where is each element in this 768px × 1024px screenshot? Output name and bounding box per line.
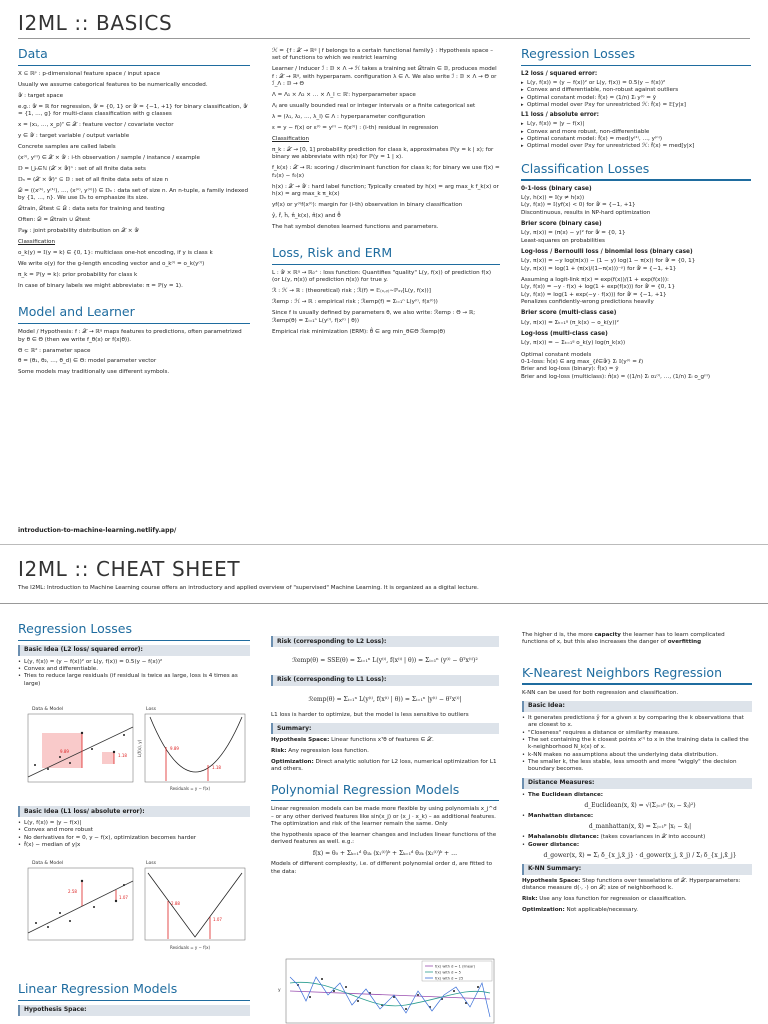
distance-list bbox=[522, 792, 752, 860]
learner-section-body bbox=[272, 48, 500, 231]
l1-basic-idea-list bbox=[18, 820, 250, 850]
loss-heading-rule bbox=[272, 264, 500, 265]
cls-line-6-2: Brier and log-loss (binary): f̂(x) = ȳ bbox=[521, 366, 619, 373]
lin-summary-title: Summary: bbox=[271, 723, 499, 734]
linear-regression-heading: Linear Regression Models bbox=[18, 981, 178, 996]
l1-item-0: ▸ L(y, f(x)) = |y − f(x)| bbox=[521, 121, 751, 128]
bottom-col-1 bbox=[18, 621, 250, 691]
l2-item-3: ▸ Optimal model over ℙxy for unrestricted ℋ: f̂(x) = 𝔼[y|x] bbox=[521, 102, 751, 109]
loss-section-body bbox=[272, 270, 500, 336]
learner-para-10: yf(x) or y⁽ⁱ⁾f(x⁽ⁱ⁾): margin for (i-th) observation in binary classification bbox=[272, 201, 463, 208]
l1-data-model-title: Data & Model bbox=[32, 861, 64, 866]
l1-list bbox=[521, 121, 751, 151]
learner-para-2: Λ = Λ₁ × Λ₂ × … × Λ_l ⊂ ℝˡ: hyperparameter space bbox=[272, 92, 416, 99]
lin-summary-label-0: Hypothesis Space: bbox=[271, 736, 330, 743]
capacity-text-2: the learner has to learn complicated functions of x, but this also increases the danger of bbox=[522, 632, 725, 646]
l1-plots bbox=[20, 861, 250, 953]
learner-para-8: f_k(x) : 𝒳 → ℝ: scoring / discriminant function for class k; for binary we use f(x) = f₁(x) − f₀(x) bbox=[272, 165, 500, 179]
l1-right-frame bbox=[145, 868, 245, 940]
knn-basic-item-1: • "Closeness" requires a distance or similarity measure. bbox=[522, 730, 752, 737]
knn-basic-item-3: • k-NN makes no assumptions about the underlying data distribution. bbox=[522, 752, 752, 759]
l1-basic-item-0: • L(y, f(x)) = |y − f(x)| bbox=[18, 820, 250, 827]
knn-summary-0 bbox=[522, 878, 752, 893]
data-para-14: Classification bbox=[18, 239, 56, 246]
data-para-2: 𝒴 : target space bbox=[18, 92, 64, 99]
l1-right-label-1: 2.88 bbox=[171, 901, 180, 906]
top-col-2 bbox=[272, 48, 500, 340]
risk-l2-formula: ℛemp(θ) = SSE(θ) = Σᵢ₌₁ⁿ L(y⁽ⁱ⁾, f(x⁽ⁱ⁾ | θ)) = Σᵢ₌₁ⁿ (y⁽ⁱ⁾ − θᵀx⁽ⁱ⁾)² bbox=[292, 656, 478, 664]
manhattan-formula: d_manhattan(x, x̃) = Σⱼ₌₁ᵖ |xⱼ − x̃ⱼ| bbox=[588, 823, 692, 831]
l1-loss-xlabel: Residuals = y − f(x) bbox=[170, 945, 211, 950]
data-para-18: In case of binary labels we might abbreviate: π = ℙ(y = 1). bbox=[18, 282, 183, 289]
top-col-1 bbox=[18, 46, 250, 380]
learner-para-11: ŷ, f̂, ĥ, π̂_k(x), π̂(x) and θ̂ bbox=[272, 212, 341, 219]
polynomial-heading: Polynomial Regression Models bbox=[271, 781, 460, 797]
gower-label: Gower distance: bbox=[528, 841, 580, 848]
data-para-6: Concrete samples are called labels bbox=[18, 143, 116, 150]
knn-summary-title: K-NN Summary: bbox=[522, 864, 752, 875]
cls-block-title-0: 0-1-loss (binary case) bbox=[521, 185, 592, 192]
l2-basic-item-0: • L(y, f(x)) = (y − f(x))² or L(y, f(x)) = 0.5(y − f(x))² bbox=[18, 659, 250, 666]
model-para-1: Θ ⊂ ℝᵈ : parameter space bbox=[18, 347, 91, 354]
l1-right-label-2: 1.07 bbox=[213, 917, 222, 922]
knn-summary-body bbox=[522, 878, 752, 915]
cls-line-6-3: Brier and log-loss (multiclass): π̂(x) = ((1/n) Σᵢ o₁⁽ⁱ⁾, …, (1/n) Σᵢ o_g⁽ⁱ⁾) bbox=[521, 373, 711, 380]
top-title-rule bbox=[18, 38, 750, 39]
l1-title: L1 loss / absolute error: bbox=[521, 112, 599, 119]
cls-block-6 bbox=[521, 352, 751, 382]
l1-basic-idea-title: Basic Idea (L1 loss/ absolute error): bbox=[18, 806, 250, 817]
l1-plot-svg bbox=[20, 861, 250, 953]
l2-title: L2 loss / squared error: bbox=[521, 70, 598, 77]
knn-summary-label-2: Optimization: bbox=[522, 907, 565, 914]
learner-para-12: The hat symbol denotes learned functions and parameters. bbox=[272, 223, 439, 230]
course-link[interactable]: introduction-to-machine-learning.netlify.app/ bbox=[18, 527, 177, 534]
data-section-body bbox=[18, 71, 250, 291]
l2-basic-idea-list bbox=[18, 659, 250, 689]
b-regression-losses-rule bbox=[18, 640, 250, 641]
cls-block-title-4: Brier score (multi-class case) bbox=[521, 310, 617, 317]
legend-label-d1: f(x) with d = 1 (linear) bbox=[435, 964, 476, 969]
cls-block-1 bbox=[521, 221, 751, 245]
l2-plots bbox=[20, 707, 250, 793]
data-para-15: o_k(y) = 𝕀(y = k) ∈ {0, 1}: multiclass one-hot encoding, if y is class k bbox=[18, 250, 213, 257]
data-para-11: 𝒟train, 𝒟test ⊆ 𝒟 : data sets for training and testing bbox=[18, 206, 165, 213]
lin-summary-text-0: Linear functions xᵀθ of features ∈ 𝒳. bbox=[329, 736, 434, 743]
bottom-col-1-b bbox=[18, 802, 250, 852]
gower-item bbox=[522, 842, 752, 860]
cls-line-1-0: L(y, π(x)) = (π(x) − y)² for 𝒴 = {0, 1} bbox=[521, 230, 626, 237]
l1-note: L1 loss is harder to optimize, but the model is less sensitive to outliers bbox=[271, 711, 469, 718]
l2-basic-idea-title: Basic Idea (L2 loss/ squared error): bbox=[18, 645, 250, 656]
cls-line-2-1: L(y, π(x)) = log(1 + (π(x)/(1−π(x)))⁻ʸ) for 𝒴 = {−1, +1} bbox=[521, 265, 677, 272]
manhattan-label: Manhattan distance: bbox=[528, 813, 594, 820]
l1-left-label-1: 2.58 bbox=[68, 889, 77, 894]
l2-right-label-1: 9.89 bbox=[170, 746, 179, 751]
top-title: I2ML :: BASICS bbox=[18, 11, 173, 35]
polynomial-plot-svg bbox=[276, 957, 498, 1024]
knn-summary-label-1: Risk: bbox=[522, 896, 538, 903]
polynomial-tail: Models of different complexity, i.e. of different polynomial order d, are fitted to the data: bbox=[271, 861, 493, 875]
cls-block-3 bbox=[521, 277, 751, 307]
cls-line-3-1: L(y, f(x)) = −y · f(x) + log(1 + exp(f(x))) for 𝒴 = {0, 1} bbox=[521, 284, 676, 291]
classification-losses-body bbox=[521, 186, 751, 382]
data-heading: Data bbox=[18, 46, 48, 61]
l1-item-3: ▸ Optimal model over ℙxy for unrestricted ℋ: f̂(x) = med[y|x] bbox=[521, 143, 751, 150]
lin-summary-body bbox=[271, 737, 499, 774]
regression-losses-heading: Regression Losses bbox=[521, 46, 635, 61]
data-heading-rule bbox=[18, 65, 250, 66]
lin-summary-1 bbox=[271, 748, 499, 755]
lin-hypothesis-title: Hypothesis Space: bbox=[18, 1005, 250, 1016]
linear-regression-rule bbox=[18, 1000, 250, 1001]
cls-block-title-2: Log-loss / Bernoulli loss / binomial loss (binary case) bbox=[521, 248, 693, 255]
l2-basic-item-1: • Convex and differentiable. bbox=[18, 666, 250, 673]
cls-line-0-0: L(y, h(x)) = 𝕀(y ≠ h(x)) bbox=[521, 194, 585, 201]
knn-summary-text-2: Not applicable/necessary. bbox=[564, 907, 639, 914]
l2-item-0: ▸ L(y, f(x)) = (y − f(x))² or L(y, f(x)) = 0.5(y − f(x))² bbox=[521, 80, 751, 87]
lin-summary-label-2: Optimization: bbox=[271, 758, 314, 765]
intro-text: The I2ML: Introduction to Machine Learning course offers an introductory and applied overview of "supervised" Machine Learning. It is organized as a digital lecture. bbox=[18, 585, 479, 591]
l2-plot-svg bbox=[20, 707, 250, 793]
l2-basic-item-2: • Tries to reduce large residuals (if residual is twice as large, loss is 4 times as large) bbox=[18, 673, 250, 688]
bottom-col-3 bbox=[522, 632, 752, 918]
manhattan-item bbox=[522, 813, 752, 831]
top-col-3 bbox=[521, 46, 751, 385]
model-section-body bbox=[18, 329, 250, 377]
poly-para-1: the hypothesis space of the learner changes and includes linear functions of the derived features as well. e.g.: bbox=[271, 832, 497, 846]
knn-summary-2 bbox=[522, 907, 752, 914]
legend-label-d5: f(x) with d = 5 bbox=[435, 970, 461, 975]
knn-basic-item-4: • The smaller k, the less stable, less smooth and more "wiggly" the decision boundary becomes. bbox=[522, 759, 752, 774]
l2-item-1: ▸ Convex and differentiable, non-robust against outliers bbox=[521, 87, 751, 94]
data-para-16: We write o(y) for the g-length encoding vector and o_k⁽ⁱ⁾ = o_k(y⁽ⁱ⁾) bbox=[18, 261, 205, 268]
data-para-17: π_k = ℙ(y = k): prior probability for class k bbox=[18, 272, 138, 279]
learner-para-3: Λⱼ are usually bounded real or integer intervals or a finite categorical set bbox=[272, 103, 476, 110]
knn-summary-label-0: Hypothesis Space: bbox=[522, 877, 581, 884]
risk-l2-title: Risk (corresponding to L2 Loss): bbox=[271, 636, 499, 647]
distance-measures-title: Distance Measures: bbox=[522, 778, 752, 789]
loss-para-3: Since f is usually defined by parameters θ, we also write: ℛemp : Θ → ℝ; ℛemp(θ) = Σᵢ₌₁ⁿ L(y⁽ⁱ⁾, f(x⁽ⁱ⁾ | θ)) bbox=[272, 310, 476, 324]
data-para-13: ℙ𝓍𝓎 : joint probability distribution on 𝒳 × 𝒴 bbox=[18, 228, 139, 235]
cls-line-6-1: 0-1-loss: ĥ(x) ∈ arg max_{ℓ∈𝒴} Σᵢ 𝕀(y⁽ⁱ⁾ = ℓ) bbox=[521, 358, 644, 365]
loss-para-4: Empirical risk minimization (ERM): θ̂ ∈ arg min_θ∈Θ ℛemp(θ) bbox=[272, 328, 446, 335]
knn-basic-item-2: • The set containing the k closest points x⁽ⁱ⁾ to x in the training data is called the k-neighborhood N_k(x) of x. bbox=[522, 737, 752, 752]
l2-loss-ylabel: L(f(x), y) bbox=[137, 739, 142, 757]
loss-para-1: ℛ : ℋ → ℝ : (theoretical) risk ; ℛ(f) = 𝔼₍ₓ,ᵧ₎∼ℙₓᵧ[L(y, f(x))] bbox=[272, 288, 431, 295]
data-para-10: 𝒟 = ((x⁽¹⁾, y⁽¹⁾), …, (x⁽ⁿ⁾, y⁽ⁿ⁾)) ∈ 𝔻ₙ : data set of size n. An n-tuple, a family indexed by {1, …, n}. We use 𝔻ₙ to emphasize its size. bbox=[18, 187, 248, 202]
cls-block-title-1: Brier score (binary case) bbox=[521, 220, 602, 227]
cls-line-2-0: L(y, π(x)) = −y log(π(x)) − (1 − y) log(1 − π(x)) for 𝒴 = {0, 1} bbox=[521, 258, 696, 265]
poly-para-0: Linear regression models can be made more flexible by using polynomials x_j^d – or any other derived features like sin(x_j) or (x_j · x_k) – as additional features. The optimization and risk of the learner remain the same. Only bbox=[271, 806, 497, 828]
lin-summary-2 bbox=[271, 759, 499, 774]
risk-l1-title: Risk (corresponding to L1 Loss): bbox=[271, 675, 499, 686]
data-para-7: (x⁽ⁱ⁾, y⁽ⁱ⁾) ∈ 𝒳 × 𝒴 : i-th observation / sample / instance / example bbox=[18, 154, 200, 161]
cls-block-title-5: Log-loss (multi-class case) bbox=[521, 331, 608, 337]
classification-losses-heading: Classification Losses bbox=[521, 160, 650, 176]
cls-line-4-0: L(y, π(x)) = Σₖ₌₁ᵍ (π_k(x) − o_k(y))² bbox=[521, 319, 619, 326]
cls-block-5 bbox=[521, 331, 751, 348]
cls-line-3-0: Assuming a logit-link π(x) = exp(f(x))/(1 + exp(f(x))): bbox=[521, 276, 669, 283]
l1-loss-title: Loss bbox=[146, 861, 157, 866]
knn-intro: K-NN can be used for both regression and classification. bbox=[522, 689, 679, 696]
l1-item-1: ▸ Convex and more robust, non-differentiable bbox=[521, 129, 751, 136]
learner-para-1: Learner / Inducer ℐ : 𝔻 × Λ → ℋ takes a training set 𝒟train ∈ 𝔻, produces model f : 𝒳 → ℝᵍ, with hyperparam. configuration λ ∈ Λ. We also write ℐ : 𝔻 × Λ → Θ or ℐ_Λ : 𝔻 → Θ bbox=[272, 66, 497, 88]
l1-left-frame bbox=[28, 868, 133, 940]
cls-block-4 bbox=[521, 310, 751, 327]
model-heading: Model and Learner bbox=[18, 304, 135, 320]
cls-line-3-3: Penalizes confidently-wrong predictions heavily bbox=[521, 299, 654, 306]
knn-summary-text-0: Step functions over tesselations of 𝒳. Hyperparameters: distance measure d(·, ·) on 𝒳; size of neighborhood k. bbox=[522, 877, 741, 892]
mahalanobis-tail: (takes covariances in 𝒳 into account) bbox=[598, 834, 706, 841]
capacity-word: capacity bbox=[594, 632, 621, 638]
model-para-2: θ = (θ₁, θ₂, …, θ_d) ∈ Θ: model parameter vector bbox=[18, 358, 157, 365]
legend-label-d25: f(x) with d = 25 bbox=[435, 976, 464, 981]
learner-para-0: ℋ = {f : 𝒳 → ℝᵍ | f belongs to a certain functional family} : Hypothesis space – set of functions to which we restrict learning bbox=[272, 48, 494, 62]
knn-summary-1 bbox=[522, 896, 752, 903]
b-regression-losses-heading: Regression Losses bbox=[18, 621, 132, 636]
cls-line-0-1: L(y, f(x)) = 𝕀(yf(x) < 0) for 𝒴 = {−1, +1} bbox=[521, 202, 636, 209]
euclidean-formula: d_Euclidean(x, x̃) = √(Σⱼ₌₁ᵖ (xⱼ − x̃ⱼ)²) bbox=[584, 802, 696, 810]
l2-left-label-1: 9.89 bbox=[60, 749, 69, 754]
model-heading-rule bbox=[18, 323, 250, 324]
gower-formula: d_gower(x, x̃) = Σⱼ δ_{x_j,x̃_j} · d_gower(x_j, x̃_j) / Σⱼ δ_{x_j,x̃_j} bbox=[543, 852, 737, 860]
data-para-8: 𝔻 = ⋃ₙ∈ℕ (𝒳 × 𝒴)ⁿ : set of all finite data sets bbox=[18, 165, 146, 172]
bottom-title: I2ML :: CHEAT SHEET bbox=[18, 557, 241, 581]
classification-losses-rule bbox=[521, 179, 751, 180]
cls-block-0 bbox=[521, 186, 751, 217]
learner-para-6: Classification bbox=[272, 135, 310, 142]
euclidean-label: The Euclidean distance: bbox=[528, 791, 604, 798]
loss-heading: Loss, Risk and ERM bbox=[272, 245, 393, 261]
bottom-top-rule bbox=[0, 544, 768, 545]
mahalanobis-item bbox=[522, 834, 752, 841]
polynomial-rule bbox=[271, 800, 499, 801]
capacity-paragraph bbox=[522, 632, 752, 647]
data-para-4: x = (x₁, …, x_p)ᵀ ∈ 𝒳 : feature vector / covariate vector bbox=[18, 122, 174, 129]
lin-summary-text-1: Any regression loss function. bbox=[286, 747, 369, 754]
knn-rule bbox=[522, 683, 752, 684]
cls-line-1-1: Least-squares on probabilities bbox=[521, 237, 605, 244]
data-para-0: X ⊆ ℝᵖ : p-dimensional feature space / input space bbox=[18, 70, 161, 77]
bottom-col-2 bbox=[271, 632, 499, 880]
learner-para-5: ε = y − f(x) or ε⁽ⁱ⁾ = y⁽ⁱ⁾ − f(x⁽ⁱ⁾) : (i-th) residual in regression bbox=[272, 124, 439, 131]
data-para-5: y ∈ 𝒴 : target variable / output variable bbox=[18, 133, 130, 140]
lin-summary-text-2: Direct analytic solution for L2 loss, numerical optimization for L1 and others. bbox=[271, 758, 497, 773]
regression-losses-rule bbox=[521, 65, 751, 66]
l2-data-model-title: Data & Model bbox=[32, 707, 64, 712]
knn-basic-item-0: • It generates predictions ŷ for a given x by comparing the k observations that are closest to x. bbox=[522, 715, 752, 730]
bottom-col-1-c bbox=[18, 981, 250, 1019]
learner-para-7: π_k : 𝒳 → [0, 1] probability prediction for class k, approximates ℙ(y = k | x); for binary we abbreviate with π(x) for ℙ(y = 1 | x). bbox=[272, 146, 494, 161]
learner-para-9: h(x) : 𝒳 → 𝒴 : hard label function; Typically created by h(x) = arg max_k f_k(x) or h(x) = arg max_k π_k(x) bbox=[272, 183, 499, 197]
l2-list bbox=[521, 80, 751, 110]
l1-item-2: ▸ Optimal constant model: f̂(x) = med(y⁽¹⁾, …, y⁽ⁿ⁾) bbox=[521, 136, 751, 143]
data-para-9: 𝔻ₙ = (𝒳 × 𝒴)ⁿ ⊆ 𝔻 : set of all finite data sets of size n bbox=[18, 176, 169, 183]
data-para-12: Often: 𝒟 = 𝒟train ∪ 𝒟test bbox=[18, 217, 91, 224]
cls-line-6-0: Optimal constant models bbox=[521, 351, 592, 358]
polynomial-body bbox=[271, 806, 499, 846]
learner-para-4: λ = (λ₁, λ₂, …, λ_l) ∈ Λ : hyperparameter configuration bbox=[272, 114, 426, 120]
cls-line-5-0: L(y, π(x)) = − Σₖ₌₁ᵍ o_k(y) log(π_k(x)) bbox=[521, 340, 626, 347]
lin-summary-0 bbox=[271, 737, 499, 744]
l2-item-2: ▸ Optimal constant model: f̂(x) = (1/n) Σᵢ y⁽ⁱ⁾ = ȳ bbox=[521, 95, 751, 102]
l1-left-label-2: 1.07 bbox=[119, 895, 128, 900]
risk-l1-formula: ℛemp(θ) = Σᵢ₌₁ⁿ L(y⁽ⁱ⁾, f(x⁽ⁱ⁾ | θ)) = Σᵢ₌₁ⁿ |y⁽ⁱ⁾ − θᵀx⁽ⁱ⁾| bbox=[308, 695, 462, 703]
data-para-3: e.g.: 𝒴 = ℝ for regression, 𝒴 = {0, 1} or 𝒴 = {−1, +1} for binary classification, 𝒴 = {1, …, g} for multi-class classification with g classes bbox=[18, 103, 248, 118]
l2-right-label-2: 1.18 bbox=[212, 765, 221, 770]
knn-heading: K-Nearest Neighbors Regression bbox=[522, 664, 722, 680]
loss-para-2: ℛemp : ℋ → ℝ : empirical risk ; ℛemp(f) = Σᵢ₌₁ⁿ L(y⁽ⁱ⁾, f(x⁽ⁱ⁾)) bbox=[272, 299, 438, 306]
cls-block-2 bbox=[521, 249, 751, 273]
poly-ylabel: y bbox=[278, 988, 281, 993]
l1-basic-item-3: • f̂(x) − median of y|x bbox=[18, 842, 250, 849]
knn-basic-idea-list bbox=[522, 715, 752, 774]
loss-para-0: L : 𝒴 × ℝᵍ → ℝ₀⁺ : loss function: Quantifies "quality" L(y, f(x)) of prediction f(x) (or L(y, π(x)) of prediction π(x)) for true y. bbox=[272, 270, 492, 284]
l1-basic-item-2: • No derivatives for = 0, y − f(x), optimization becomes harder bbox=[18, 835, 250, 842]
mahalanobis-label: Mahalanobis distance: bbox=[528, 834, 599, 841]
knn-basic-idea-title: Basic Idea: bbox=[522, 701, 752, 712]
polynomial-formula: f(x) = θ₀ + Σₖ₌₁ᵈ θ₁ₖ (x₁⁽ⁱ⁾)ᵏ + Σₖ₌₁ᵈ θ₂ₖ (x₂⁽ⁱ⁾)ᵏ + … bbox=[312, 850, 458, 858]
bottom-intro-rule bbox=[0, 603, 768, 604]
lin-summary-label-1: Risk: bbox=[271, 747, 287, 754]
overfitting-word: overfitting bbox=[667, 639, 702, 646]
l2-square-small bbox=[102, 752, 114, 764]
cls-line-3-2: L(y, f(x)) = log(1 + exp(−y · f(x))) for 𝒴 = {−1, +1} bbox=[521, 291, 667, 298]
data-para-1: Usually we assume categorical features to be numerically encoded. bbox=[18, 81, 208, 88]
l1-basic-item-1: • Convex and more robust bbox=[18, 827, 250, 834]
capacity-text-1: The higher d is, the more bbox=[522, 632, 595, 638]
l2-loss-xlabel: Residuals = y − f(x) bbox=[170, 786, 211, 791]
l2-loss-title: Loss bbox=[146, 707, 157, 712]
l2-left-label-2: 1.18 bbox=[118, 753, 127, 758]
polynomial-plot bbox=[276, 957, 498, 1024]
euclidean-item bbox=[522, 792, 752, 810]
model-para-0: Model / Hypothesis: f : 𝒳 → ℝᵍ maps features to predictions, often parametrized by θ ∈ Θ (then we write f_θ(x) or f(x|θ)). bbox=[18, 329, 242, 343]
knn-summary-text-1: Use any loss function for regression or classification. bbox=[537, 896, 687, 903]
cls-line-0-2: Discontinuous, results in NP-hard optimization bbox=[521, 209, 651, 216]
model-para-3: Some models may traditionally use different symbols. bbox=[18, 369, 170, 376]
